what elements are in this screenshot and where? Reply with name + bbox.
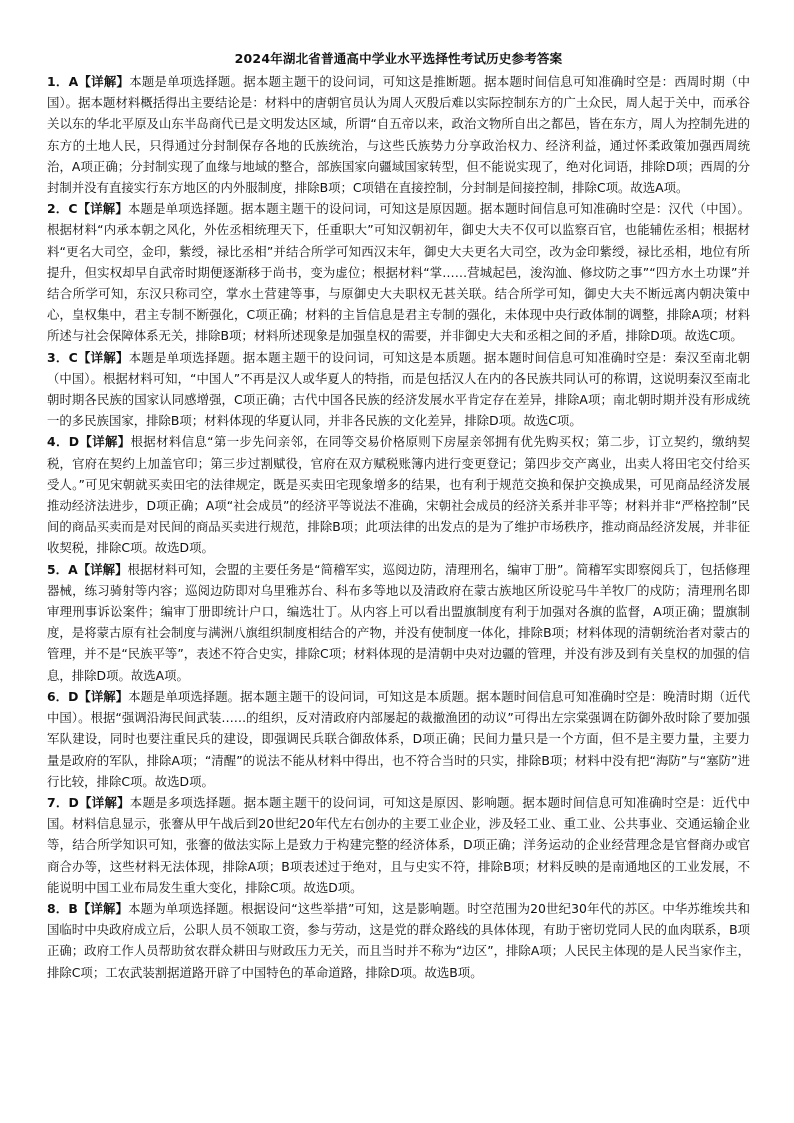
explanation-tag: 【详解】 — [78, 794, 130, 810]
explanation-text: 根据材料可知，会盟的主要任务是“简稽军实，巡阅边防，清理刑名，编审丁册”。简稽军实即察阅兵丁，包括修理器械，练习骑射等内容；巡阅边防即对乌里雅苏台、科布多等地以及清政府在蒙古族地区所设驼马牛羊牧厂的戍防；清理刑名即审理刑事诉讼案件；编审丁册即统计户口，编选壮丁。从内容上可以看出盟旗制度有利于加强对各旗的监督，A项正确；盟旗制度，是将蒙古原有社会制度与满洲八旗组织制度相结合的产物，并没有使制度一体化，排除B项；材料体现的清朝统治者对蒙古的管理，并不是“民族平等”，表述不符合史实，排除C项；材料体现的是清朝中央对边疆的管理，并没有涉及到有关皇权的加强的信息，排除D项。故选A项。 — [47, 561, 750, 683]
answer-number: 1．A — [47, 74, 79, 89]
answer-item-3 — [47, 347, 750, 432]
explanation-text: 本题是单项选择题。据本题主题干的设问词，可知这是本质题。据本题时间信息可知准确时空是：秦汉至南北朝（中国）。根据材料可知，“中国人”不再是汉人或华夏人的特指，而是包括汉人在内的各民族共同认可的称谓，这说明秦汉至南北朝时期各民族的国家认同感增强，C项正确；古代中国各民族的经济发展水平肯定存在差异，排除A项；南北朝时期并没有形成统一的多民族国家，排除B项；材料体现的华夏认同，并非各民族的文化差异，排除D项。故选C项。 — [47, 349, 751, 429]
answer-item-7 — [47, 792, 750, 898]
answer-item-8 — [47, 898, 750, 983]
answer-number: 5．A — [47, 561, 78, 577]
answer-item-6 — [47, 686, 750, 792]
answer-item-5 — [47, 559, 750, 686]
explanation-text: 本题是单项选择题。据本题主题干的设问词，可知这是本质题。据本题时间信息可知准确时空是：晚清时期（近代中国）。根据“强调沿海民间武装……的组织，反对清政府内部屡起的裁撤渔团的动议”可得出左宗棠强调在防御外敌时除了要加强军队建设，同时也要注重民兵的建设，即强调民兵联合御敌体系，D项正确；民间力量只是一个方面，但不是主要力量，主要力量是政府的军队，排除A项；“清醒”的说法不能从材料中得出，也不符合当时的只实，排除B项；材料中没有把“海防”与“塞防”进行比较，排除C项。故选D项。 — [47, 688, 750, 789]
explanation-tag: 【详解】 — [77, 561, 128, 577]
explanation-text: 根据材料信息“第一步先问亲邻，在同等交易价格原则下房屋亲邻拥有优先购买权；第二步，订立契约，缴纳契税，官府在契约上加盖官印；第三步过割赋役，官府在双方赋税账簿内进行变更登记；第四步交产离业，出卖人将田宅交付给买受人。”可见宋朝就买卖田宅的法律规定，既是买卖田宅现象增多的结果，也有利于规范交换和保护交换成果，可见商品经济发展推动经济法进步，D项正确；A项“社会成员”的经济平等说法不准确，宋朝社会成员的经济关系并非平等；材料并非“严格控制”民间的商品买卖而是对民间的商品买卖进行规范，排除B项；此项法律的出发点的是为了维护市场秩序，推动商品经济发展，并非征收契税，排除C项。故选D项。 — [47, 434, 750, 556]
explanation-tag: 【详解】 — [78, 74, 130, 89]
answer-number: 7．D — [47, 794, 79, 810]
explanation-text: 本题是单项选择题。据本题主题干的设问词，可知这是推断题。据本题时间信息可知准确时空是：西周时期（中国）。据本题材料概括得出主要结论是：材料中的唐朝官员认为周人灭殷后难以实际控制东方的广土众民，周人起于关中，而承谷关以东的华北平原及山东半岛商代已是文明发达区域，所谓“自五帝以来，政治文物所自出之都邑，皆在东方，周人为控制先进的东方的土地人民，只得通过分封制保存各地的氏族统治，与这些氏族势力分享政治权力、经济利益，通过怀柔政策加强西周统治，A项正确；分封制实现了血缘与地域的整合，部族国家向疆域国家转型，但不能说实现了，绝对化词语，排除D项；西周的分封制并没有直接实行东方地区的内外服制度，排除B项；C项错在直接控制，分封制是间接控制，排除C项。故选A项。 — [47, 74, 751, 196]
answer-number: 6．D — [47, 688, 79, 704]
answer-item-1 — [47, 71, 750, 198]
answer-number: 3．C — [47, 349, 78, 365]
page-title: 2024年湖北省普通高中学业水平选择性考试历史参考答案 — [234, 51, 563, 66]
answer-item-2 — [47, 198, 750, 346]
explanation-text: 本题是多项选择题。据本题主题干的设问词，可知这是原因、影响题。据本题时间信息可知准确时空是：近代中国。材料信息显示，张謇从甲午战后到20世纪20年代左右创办的主要工业企业，涉及轻工业、重工业、公共事业、交通运输企业等，结合所学知识可知，张謇的做法实际上是致力于构建完整的经济体系，D项正确；洋务运动的企业经营理念是官督商办或官商合办等，这些材料无法体现，排除A项；B项表述过于绝对，且与史实不符，排除B项；材料反映的是南通地区的工业发展，不能说明中国工业布局发生重大变化，排除C项。故选D项。 — [47, 794, 750, 895]
answer-number: 8．B — [47, 900, 78, 916]
explanation-tag: 【详解】 — [77, 201, 128, 217]
explanation-text: 本题是单项选择题。据本题主题干的设问词，可知这是原因题。据本题时间信息可知准确时空是：汉代（中国）。根据材料“内承本朝之风化，外佐丞相统理天下，任重职大”可知汉朝初年，御史大夫不仅可以监察百官，也能辅佐丞相；根据材料“更名大司空，金印，紫绶，禄比丞相”并结合所学可知西汉末年，御史大夫更名大司空，改为金印紫绶，禄比丞相，地位有所提升，但实权却早自武帝时期便逐渐移于尚书，变为虚位；根据材料“掌……营城起邑，浚沟洫、修坟防之事”“四方水土功课”并结合所学可知，东汉只称司空，掌水土营建等事，与原御史大夫职权无甚关联。结合所学可知，御史大夫不断远离内朝决策中心，皇权集中，君主专制不断强化，C项正确；材料的主旨信息是君主专制的强化，未体现中央行政体制的调整，排除A项；材料所述与社会保障体系无关，排除B项；材料所述现象是加强皇权的需要，并非御史大夫和丞相之间的矛盾，排除D项。故选C项。 — [47, 201, 751, 344]
explanation-tag: 【详解】 — [79, 434, 131, 450]
answer-number: 4．D — [47, 434, 80, 450]
explanation-tag: 【详解】 — [78, 688, 129, 704]
explanation-text: 本题为单项选择题。根据设问“这些举措”可知，这是影响题。时空范围为20世纪30年代的苏区。中华苏维埃共和国临时中央政府成立后，公职人员不领取工资，参与劳动，这是党的群众路线的具体体现，有助于密切党同人民的血肉联系，B项正确；政府工作人员帮助贫农群众耕田与财政压力无关，而且当时并不称为“边区”，排除A项；人民民主体现的是人民当家作主，排除C项；工农武装割据道路开辟了中国特色的革命道路，排除D项。故选B项。 — [47, 900, 750, 980]
answer-number: 2．C — [47, 201, 78, 217]
explanation-tag: 【详解】 — [77, 900, 129, 916]
explanation-tag: 【详解】 — [77, 349, 129, 365]
answer-item-4 — [47, 431, 750, 558]
